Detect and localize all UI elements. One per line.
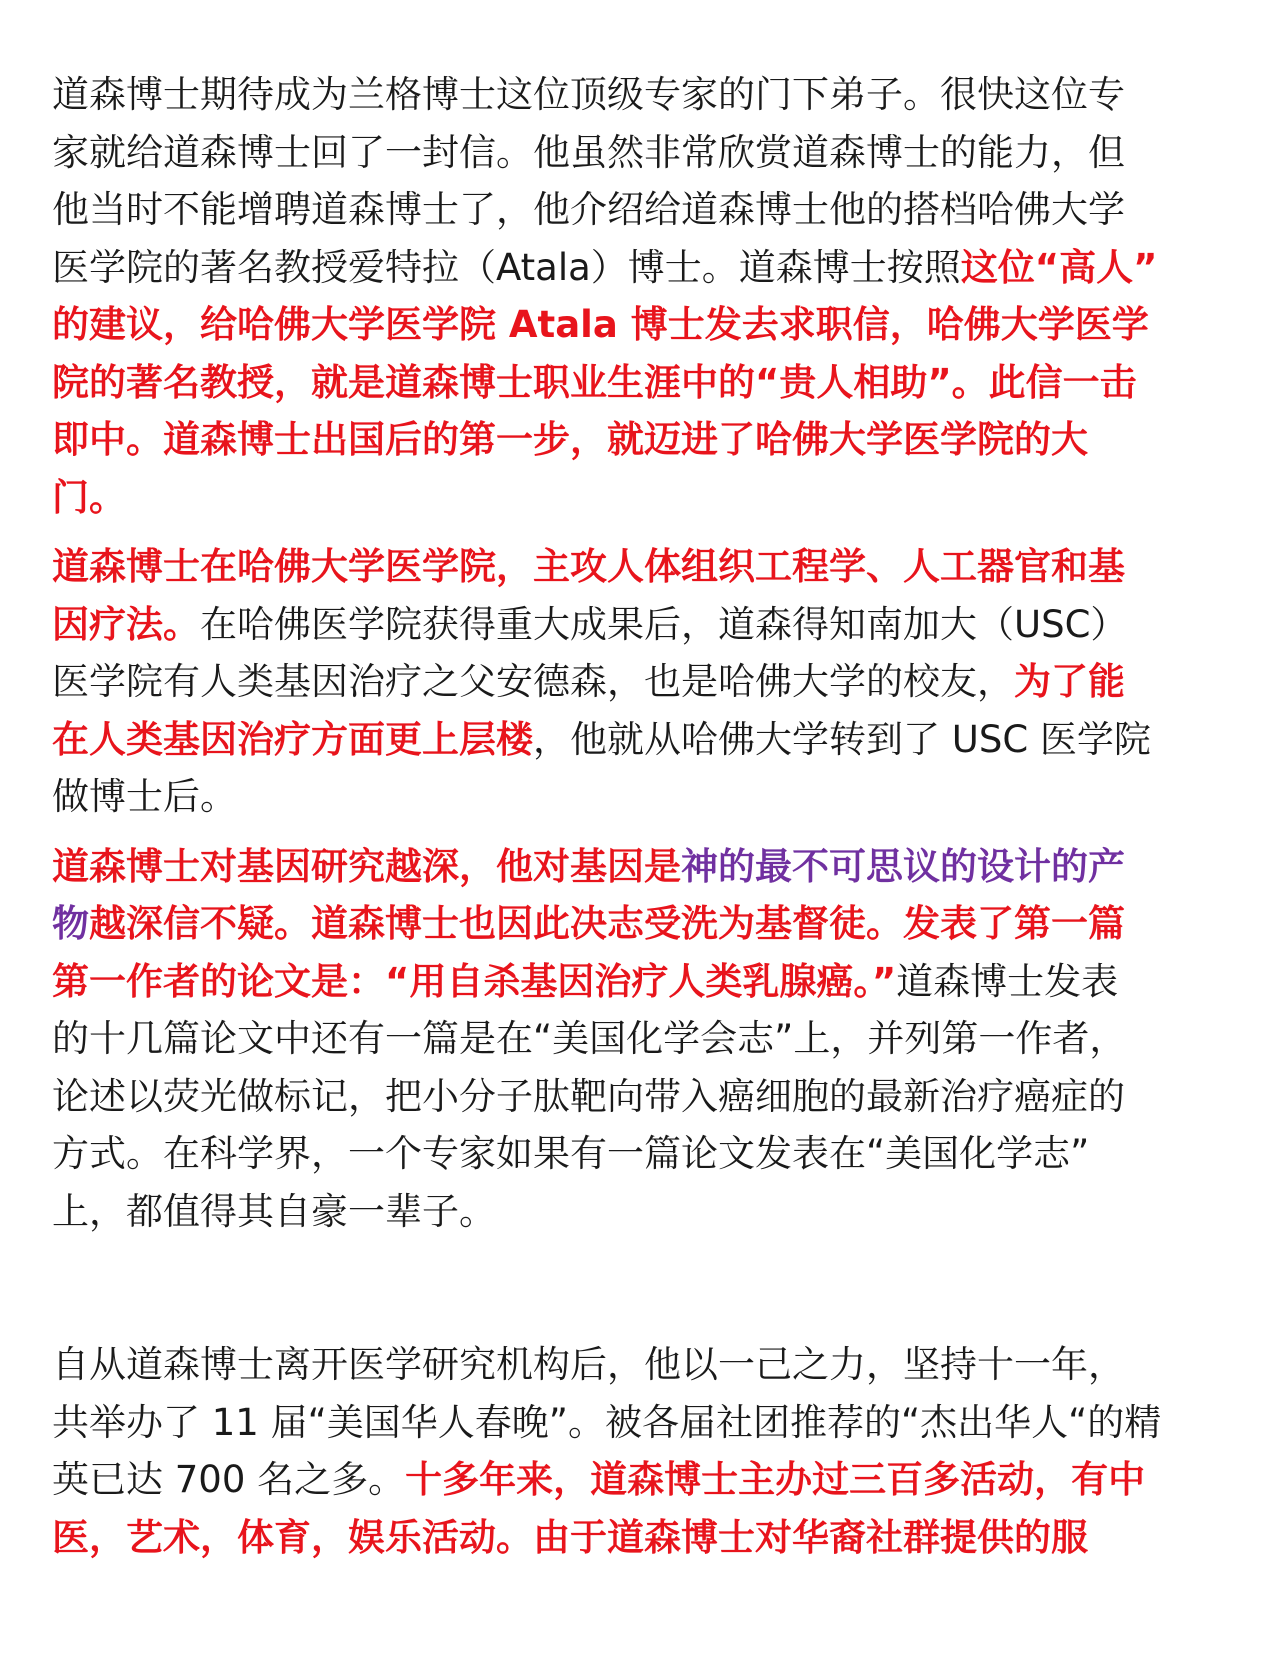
text-segment: 道森博士期待成为兰格博士这位顶级专家的门下弟子。很快这位专 家就给道森博士回了一封信。他虽然非常欣赏道森博士的能力，但 他当时不能增聘道森博士了，他介绍给道森博士他的搭档哈佛大学 医学院的著名教授爱特拉（Atala）博士。道森博士按照 (52, 73, 1125, 289)
paragraph-4 (52, 1336, 1232, 1566)
highlighted-text: 越深信不疑。道森博士也因此决志受洗为基督徒。发表了第一篇 第一作者的论文是：“用自杀基因治疗人类乳腺癌。” (52, 902, 1125, 1003)
text-segment: 自从道森博士离开医学研究机构后，他以一己之力，坚持十一年， 共举办了 11 届“美国华人春晚”。被各届社团推荐的“杰出华人“的精 英已达 700 名之多。 (52, 1343, 1162, 1501)
document-page (52, 66, 1232, 1566)
highlighted-text: 道森博士在哈佛大学医学院，主攻人体组织工程学、人工器官和基 因疗法。 (52, 545, 1125, 646)
highlighted-text: 道森博士对基因研究越深，他对基因是 (52, 844, 681, 888)
paragraph-2 (52, 538, 1232, 826)
text-segment: 在哈佛医学院获得重大成果后，道森得知南加大（USC） 医学院有人类基因治疗之父安德森，也是哈佛大学的校友， (52, 602, 1128, 703)
paragraph-1 (52, 66, 1232, 526)
highlighted-text: 十多年来，道森博士主办过三百多活动，有中 医，艺术，体育，娱乐活动。由于道森博士对华裔社群提供的服 (52, 1458, 1146, 1559)
emphasis-text-purple: 神的最不可思议的设计的产 物 (52, 844, 1125, 945)
text-segment: ，他就从哈佛大学转到了 USC 医学院 做博士后。 (52, 717, 1151, 818)
highlighted-text: 这位“高人” 的建议，给哈佛大学医学院 Atala 博士发去求职信，哈佛大学医学 院的著名教授，就是道森博士职业生涯中的“贵人相助”。此信一击 即中。道森博士出国后的第一步，就迈进了哈佛大学医学院的大 门。 (52, 245, 1158, 519)
highlighted-text: 为了能 在人类基因治疗方面更上层楼 (52, 660, 1125, 761)
text-segment: 道森博士发表 的十几篇论文中还有一篇是在“美国化学会志”上，并列第一作者， 论述以荧光做标记，把小分子肽靶向带入癌细胞的最新治疗癌症的 方式。在科学界，一个专家如果有一篇论文发表在“美国化学志” 上，都值得其自豪一辈子。 (52, 959, 1127, 1233)
paragraph-3 (52, 838, 1232, 1241)
